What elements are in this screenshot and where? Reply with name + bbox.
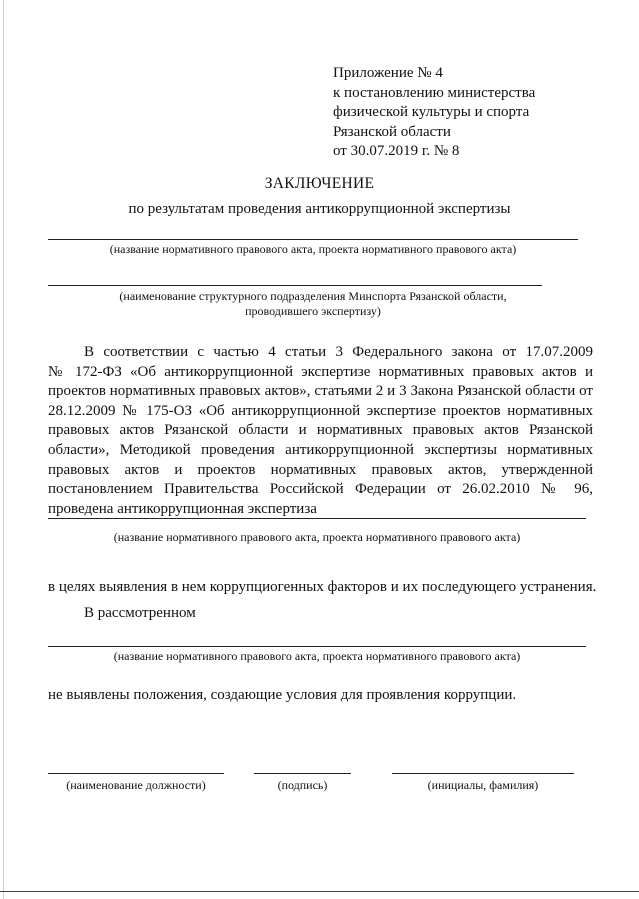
appendix-number: Приложение № 4	[333, 65, 443, 81]
act-name-blank-1	[48, 239, 578, 240]
name-signature-line	[392, 773, 574, 774]
conclusion-text: не выявлены положения, создающие условия для проявления коррупции.	[48, 687, 517, 703]
division-caption-line2: проводившего экспертизу)	[245, 304, 381, 318]
position-caption: (наименование должности)	[66, 778, 206, 792]
sign-caption: (подпись)	[277, 778, 328, 792]
scan-edge-bottom	[0, 891, 639, 892]
appendix-block	[333, 64, 535, 162]
paragraph-line: проведена антикоррупционная экспертиза	[48, 500, 317, 517]
reviewed-text: В рассмотренном	[84, 605, 196, 621]
act-name-blank-2	[48, 518, 586, 519]
act-name-caption-2: (название нормативного правового акта, проекта нормативного правового акта)	[113, 530, 521, 544]
act-name-blank-3	[48, 646, 586, 647]
document-subtitle: по результатам проведения антикоррупционной экспертизы	[128, 201, 511, 217]
sign-signature-line	[254, 773, 351, 774]
act-name-caption-1: (название нормативного правового акта, проекта нормативного правового акта)	[109, 242, 517, 256]
paragraph-line: № 172-ФЗ «Об антикоррупционной экспертизе нормативных правовых актов и	[48, 363, 593, 380]
paragraph-line: 28.12.2009 № 175-ОЗ «Об антикоррупционной экспертизе проектов нормативных	[48, 402, 593, 419]
act-name-caption-3: (название нормативного правового акта, проекта нормативного правового акта)	[113, 649, 521, 663]
appendix-ref-line: к постановлению министерства	[333, 84, 536, 101]
division-blank	[48, 285, 542, 286]
document-title: ЗАКЛЮЧЕНИЕ	[264, 175, 375, 192]
paragraph-line: области», Методикой проведения антикоррупционной экспертизы нормативных	[48, 441, 593, 458]
paragraph-line: правовых актов Рязанской области и нормативных правовых актов Рязанской	[48, 422, 593, 439]
paragraph-line: проектов нормативных правовых актов», статьями 2 и 3 Закона Рязанской области от	[48, 383, 593, 400]
paragraph-line: В соответствии с частью 4 статьи 3 Федерального закона от 17.07.2009	[84, 344, 593, 360]
position-signature-line	[48, 773, 224, 774]
main-paragraph	[48, 343, 593, 519]
division-caption-line1: (наименование структурного подразделения Минспорта Рязанской области,	[119, 289, 507, 303]
appendix-date-line: от 30.07.2019 г. № 8	[333, 143, 460, 159]
appendix-region-line: Рязанской области	[333, 123, 451, 140]
paragraph-line: постановлением Правительства Российской Федерации от 26.02.2010 № 96,	[48, 481, 593, 498]
scan-edge-left	[3, 0, 4, 899]
purpose-text: в целях выявления в нем коррупциогенных факторов и их последующего устранения.	[48, 579, 597, 595]
paragraph-line: правовых актов и проектов нормативных правовых актов, утвержденной	[48, 461, 593, 478]
appendix-ministry-line: физической культуры и спорта	[333, 104, 530, 120]
name-caption: (инициалы, фамилия)	[427, 778, 539, 792]
